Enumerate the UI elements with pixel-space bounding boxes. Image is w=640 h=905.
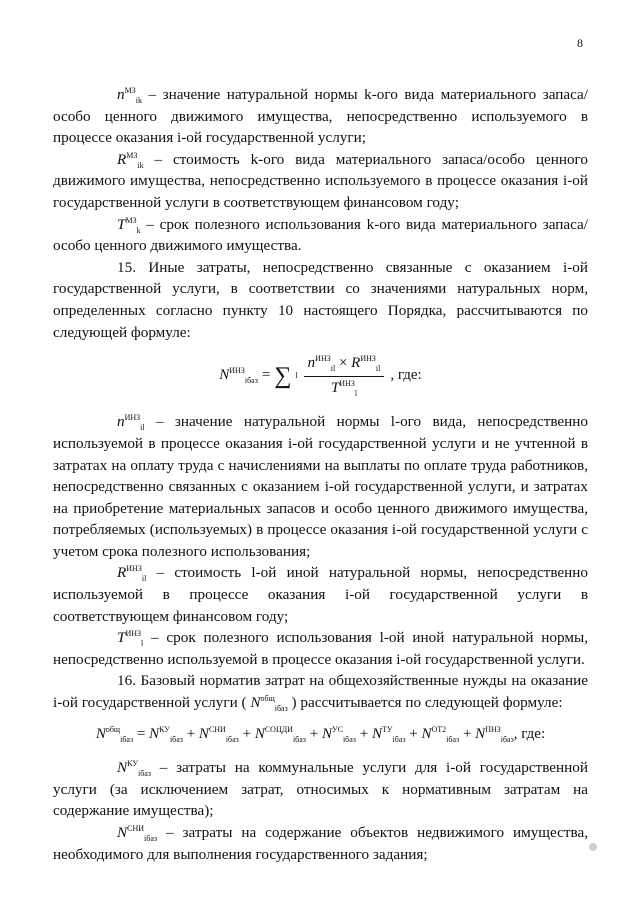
- symbol: $R^{ИНЗ}_{il}$: [117, 564, 147, 584]
- formula-other-costs: $N^{ИНЗ}_{iбаз}$ = ∑ l $\frac{n^{ИНЗ}_{il} \times R^{ИНЗ}_{il}}{T^{ИНЗ}_l}$ , где:: [219, 354, 422, 398]
- symbol: $N^{КУ}_{iбаз}$: [117, 759, 151, 779]
- symbol: $T^{ИНЗ}_l$: [117, 629, 144, 649]
- scan-mark: [589, 843, 597, 851]
- symbol: $n^{МЗ}_{ik}$: [117, 85, 142, 106]
- paragraph-15: 15. Иные затраты, непосредственно связанные с оказанием i-ой государственной услуги, в соответствии со значениями натуральных норм, определенных согласно пункту 10 настоящего Порядка, рассчитываются по следующей формуле:: [53, 258, 588, 341]
- formula-general-needs: $N^{общ}_{iбаз} = N^{КУ}_{iбаз} + N^{СНИ}_{iбаз} + N^{СОЦДИ}_{iбаз} + N^{УС}_{iбаз} + N^{ТУ}_{iбаз} + N^{ОТ2}_{iбаз} + N^{ПНЗ}_{iбаз}$, где:: [95, 724, 546, 744]
- definition-t-mz: $T^{МЗ}_k$ – срок полезного использования k-ого вида материального запаса/особо ценного движимого имущества.: [53, 215, 588, 255]
- sum-sign: ∑: [274, 363, 292, 390]
- definition-r-inz: $R^{ИНЗ}_{il}$ – стоимость l-ой иной натуральной нормы, непосредственно используемой в процессе оказания i-ой государственной услуги в соответствующем финансовом году;: [53, 564, 588, 625]
- definition-n-mz: $n^{МЗ}_{ik}$ – значение натуральной нормы k-ого вида материального запаса/особо ценного движимого имущества, непосредственно используемого в процессе оказания i-ой государственной услуги;: [53, 85, 588, 147]
- document-body: [53, 84, 588, 865]
- definition-n-sni: $N^{СНИ}_{iбаз}$ – затраты на содержание объектов недвижимого имущества, необходимого для выполнения государственного задания;: [53, 823, 588, 863]
- symbol: $T^{МЗ}_k$: [117, 215, 141, 235]
- symbol: $N^{СНИ}_{iбаз}$: [117, 823, 158, 844]
- symbol: $R^{МЗ}_{ik}$: [117, 150, 144, 170]
- definition-n-ku: $N^{КУ}_{iбаз}$ – затраты на коммунальные услуги для i-ой государственной услуги (за исключением затрат, относимых к нормативным затратам на содержание имущества);: [53, 759, 588, 820]
- definition-r-mz: $R^{МЗ}_{ik}$ – стоимость k-ого вида материального запаса/особо ценного движимого имущества, непосредственно используемого в процессе оказания i-ой государственной услуги в соответствующем финансовом году;: [53, 150, 588, 211]
- definition-n-inz: $n^{ИНЗ}_{il}$ – значение натуральной нормы l-ого вида, непосредственно используемой в процессе оказания i-ой государственной услуги и не учтенной в затратах на оплату труда с начислениями на выплаты по оплате труда работников, непосредственно связанных с оказанием i-ой государственной услуги, и затратах на приобретение материальных запасов и особо ценного движимого имущества, потребляемых (используемых) в процессе оказания i-ой государственной услуги с учетом срока полезного использования;: [53, 413, 589, 560]
- definition-t-inz: $T^{ИНЗ}_l$ – срок полезного использования l-ой иной натуральной нормы, непосредственно используемой в процессе оказания i-ой государственной услуги.: [53, 629, 589, 668]
- paragraph-16: 16. Базовый норматив затрат на общехозяйственные нужды на оказание i-ой государственной услуги ( $N^{общ}_{iбаз}$ ) рассчитывается по следующей формуле:: [53, 672, 588, 714]
- page-number: 8: [577, 36, 583, 50]
- symbol: $n^{ИНЗ}_{il}$: [117, 413, 145, 433]
- fraction: $\frac{n^{ИНЗ}_{il} \times R^{ИНЗ}_{il}}{T^{ИНЗ}_l}$: [304, 353, 385, 399]
